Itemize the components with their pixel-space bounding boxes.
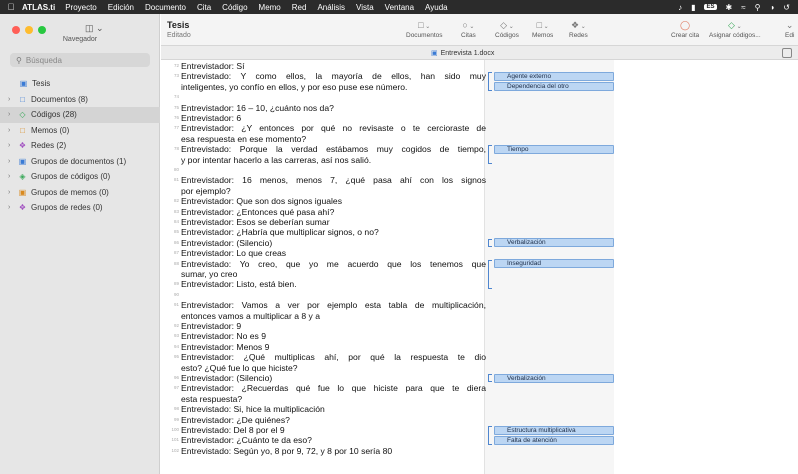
transcript-line[interactable]: [161, 352, 491, 362]
line-text: esa respuesta en ese momento?: [181, 133, 307, 144]
chevron-right-icon[interactable]: ›: [8, 95, 11, 103]
menu-documento[interactable]: Documento: [145, 2, 186, 12]
document-editor[interactable]: [161, 60, 798, 474]
bluetooth-icon[interactable]: ✱: [725, 2, 733, 12]
transcript-line[interactable]: [161, 311, 491, 321]
transcript-line[interactable]: [161, 383, 491, 393]
line-text: Entrevistado: Porque la verdad estábamos muy cogidos de tiempo,: [181, 144, 486, 155]
memo-icon: □: [536, 20, 543, 30]
line-text: esto? ¿Qué fue lo que hiciste?: [181, 362, 298, 373]
line-text: Entrevistador: No es 9: [181, 331, 267, 342]
sidebar-item-codigos[interactable]: [0, 107, 160, 123]
line-number: 89: [173, 281, 179, 287]
sidebar-item-label: Grupos de redes (0): [31, 203, 103, 213]
navigator-label: Navegador: [62, 36, 98, 43]
transcript-line[interactable]: [161, 415, 491, 425]
zoom-window-button[interactable]: [38, 26, 46, 34]
toolbar-label: Códigos: [495, 32, 519, 39]
line-text: Entrevistador: 6: [181, 113, 242, 123]
toolbar-label: Edi: [785, 32, 795, 39]
line-number: 86: [173, 239, 179, 245]
line-text: Entrevistado: Y como ellos, la mayoría de ellos, han sido muy: [181, 71, 486, 82]
transcript-line[interactable]: [161, 144, 491, 154]
line-text: Entrevistador: (Silencio): [181, 237, 273, 248]
menu-bar: [0, 0, 798, 14]
toolbar-label: Asignar códigos...: [709, 32, 761, 39]
menu-cita[interactable]: Cita: [196, 2, 212, 12]
line-number: 96: [173, 375, 179, 380]
transcript-line[interactable]: [161, 71, 491, 81]
transcript-line[interactable]: [161, 103, 491, 113]
memo-icon: □: [20, 125, 25, 135]
code-tag[interactable]: Inseguridad: [494, 259, 614, 268]
menu-red[interactable]: Red: [291, 2, 307, 12]
line-text: Entrevistador: (Silencio): [181, 373, 273, 383]
tab-strip: [161, 46, 798, 60]
sidebar-item-grupos-redes[interactable]: [0, 200, 160, 216]
window-title: Tesis: [167, 20, 190, 30]
menu-memo[interactable]: Memo: [258, 2, 281, 12]
transcript-line[interactable]: [161, 227, 491, 237]
search-icon[interactable]: ⚲: [754, 2, 761, 12]
codigos-button[interactable]: [495, 18, 519, 39]
chevron-down-icon: ⌄: [507, 24, 514, 30]
line-number: 88: [173, 260, 179, 266]
magnifier-icon: ⚲: [16, 55, 22, 65]
line-number: 90: [173, 291, 179, 297]
transcript-line[interactable]: [161, 207, 491, 217]
quote-bracket[interactable]: [488, 374, 492, 382]
minimize-window-button[interactable]: [25, 26, 33, 34]
line-number: 84: [173, 219, 179, 224]
line-number: 94: [173, 343, 179, 349]
quote-bracket[interactable]: [488, 426, 492, 445]
transcript-line[interactable]: [161, 300, 491, 310]
chevron-down-icon: ⌄: [542, 24, 549, 30]
quote-icon: ○: [462, 20, 468, 30]
sidebar-item-memos[interactable]: [0, 123, 160, 139]
chevron-right-icon[interactable]: ›: [8, 157, 11, 165]
network-icon: ❖: [18, 141, 27, 151]
menu-app-name[interactable]: ATLAS.ti: [22, 2, 56, 12]
toolbar-label: Citas: [461, 32, 476, 39]
transcript-line[interactable]: [161, 248, 491, 258]
line-text: inteligentes, yo confío en ellos, y por eso puse ese número.: [181, 81, 408, 92]
line-text: Entrevistador: ¿Qué multiplicas ahí, por qué la respuesta te dio: [181, 352, 486, 363]
chevron-right-icon[interactable]: ›: [8, 188, 11, 196]
line-text: Entrevistado: Si, hice la multiplicación: [181, 404, 325, 415]
code-icon: ◇: [19, 110, 26, 120]
line-number: 83: [173, 208, 179, 214]
time-machine-icon[interactable]: ↺: [783, 2, 790, 12]
line-text: entonces vamos a multiplicar a 8 y a: [181, 310, 320, 321]
line-text: Entrevistador: Sí: [181, 61, 245, 71]
create-quote-button[interactable]: [671, 18, 699, 39]
quote-bracket[interactable]: [488, 260, 492, 289]
line-text: Entrevistador: Vamos a ver por ejemplo esta tabla de multiplicación,: [181, 300, 486, 311]
window-subtitle: Editado: [167, 32, 191, 39]
transcript-line[interactable]: [161, 321, 491, 331]
memo-group-icon: ▣: [18, 187, 27, 197]
project-label: Tesis: [32, 79, 51, 89]
sidebar-item-redes[interactable]: [0, 138, 160, 154]
transcript-line[interactable]: [161, 113, 491, 123]
project-icon: ▣: [19, 79, 28, 89]
line-text: Entrevistador: Lo que creas: [181, 248, 287, 259]
tree-root-project[interactable]: [0, 76, 160, 92]
menu-analisis[interactable]: Análisis: [317, 2, 346, 12]
line-number: 99: [173, 416, 179, 422]
line-number: 82: [173, 198, 179, 204]
edit-icon: ⌄: [785, 20, 794, 30]
transcript-line[interactable]: [161, 196, 491, 206]
network-icon: ❖: [571, 20, 580, 30]
line-text: Entrevistador: ¿Habría que multiplicar signos, o no?: [181, 227, 379, 238]
input-source-badge[interactable]: ES: [706, 4, 715, 10]
menu-vista[interactable]: Vista: [356, 2, 374, 12]
sidebar-item-grupos-memos[interactable]: [0, 185, 160, 201]
line-number: 76: [173, 115, 179, 120]
document-icon: ▣: [431, 50, 438, 57]
network-group-icon: ❖: [18, 203, 27, 213]
line-text: Entrevistado: Según yo, 8 por 9, 72, y 8 por 10 sería 80: [181, 445, 393, 456]
code-tag[interactable]: Verbalización: [494, 238, 614, 247]
memos-button[interactable]: [532, 18, 553, 39]
redes-button[interactable]: [569, 18, 588, 39]
line-text: Entrevistador: 16 menos, menos 7, ¿qué pasa ahí con los signos: [181, 175, 486, 186]
transcript-line[interactable]: [161, 92, 491, 102]
window-controls: [12, 26, 46, 34]
transcript-line[interactable]: [161, 446, 491, 456]
navigator-sidebar: [0, 14, 160, 474]
transcript-line[interactable]: [161, 134, 491, 144]
menu-codigo[interactable]: Código: [222, 2, 248, 12]
transcript-line[interactable]: [161, 425, 491, 435]
transcript-line[interactable]: [161, 363, 491, 373]
chevron-down-icon: ⌄: [423, 24, 431, 30]
line-number: 95: [173, 354, 179, 360]
sidebar-item-label: Grupos de memos (0): [31, 187, 109, 197]
menu-ventana[interactable]: Ventana: [384, 2, 415, 12]
sidebar-item-label: Memos (0): [31, 125, 70, 135]
transcript-line[interactable]: [161, 155, 491, 165]
line-number: 102: [171, 447, 179, 453]
transcript-line[interactable]: [161, 186, 491, 196]
line-text: esta respuesta?: [181, 393, 243, 404]
line-text: Entrevistador: ¿Cuánto te da eso?: [181, 435, 312, 446]
transcript-line[interactable]: [161, 290, 491, 300]
line-number: 80: [173, 167, 179, 172]
line-text: Entrevistador: 16 – 10, ¿cuánto nos da?: [181, 102, 334, 113]
chevron-right-icon[interactable]: ›: [8, 204, 11, 212]
citas-button[interactable]: [461, 18, 476, 39]
line-number: 101: [171, 437, 179, 443]
line-text: Entrevistado: Del 8 por el 9: [181, 425, 285, 435]
chevron-down-icon: ⌄: [579, 24, 586, 30]
transcript-line[interactable]: [161, 123, 491, 133]
line-text: Entrevistador: Esos se deberían sumar: [181, 217, 330, 227]
line-number: 93: [173, 333, 179, 339]
navigator-tree: [0, 76, 160, 216]
toolbar-label: Crear cita: [671, 32, 700, 39]
control-center-icon[interactable]: ◑: [769, 2, 775, 12]
line-text: sumar, yo creo: [181, 269, 238, 279]
menu-ayuda[interactable]: Ayuda: [425, 2, 448, 12]
line-number: 92: [173, 323, 179, 328]
code-tag[interactable]: Estructura multiplicativa: [494, 426, 614, 435]
chevron-down-icon: ⌄: [467, 24, 475, 30]
code-icon: ◇: [500, 20, 508, 30]
menu-edicion[interactable]: Edición: [107, 2, 135, 12]
documentos-button[interactable]: [406, 18, 443, 39]
quote-bracket[interactable]: [488, 239, 492, 247]
toolbar-label: Memos: [532, 32, 554, 39]
tab-entrevista-1[interactable]: [431, 47, 494, 59]
transcript-line[interactable]: [161, 165, 491, 175]
line-text: Entrevistado: Yo creo, que yo me acuerdo que los tenemos que: [181, 258, 486, 269]
line-text: por ejemplo?: [181, 185, 231, 196]
line-number: 97: [173, 385, 179, 391]
code-tag[interactable]: Dependencia del otro: [494, 82, 614, 91]
create-quote-icon: ◯: [680, 20, 691, 30]
line-text: Entrevistador: ¿Recuerdas qué fue lo que hiciste para que te diera: [181, 383, 486, 394]
search-placeholder: Búsqueda: [25, 55, 62, 65]
transcript-line[interactable]: [161, 279, 491, 289]
transcript-line[interactable]: [161, 175, 491, 185]
line-number: 98: [173, 406, 179, 412]
code-tag[interactable]: Agente externo: [494, 72, 614, 81]
chevron-right-icon[interactable]: ›: [8, 142, 11, 150]
line-text: Entrevistador: ¿Y entonces por qué no revisaste o te cercioraste de: [181, 123, 486, 134]
sidebar-item-label: Grupos de códigos (0): [31, 172, 111, 182]
sidebar-item-grupos-documentos[interactable]: [0, 154, 160, 170]
wifi-icon[interactable]: ≈: [741, 2, 746, 12]
quote-bracket[interactable]: [488, 72, 492, 91]
close-window-button[interactable]: [12, 26, 20, 34]
transcript-line[interactable]: [161, 342, 491, 352]
battery-icon[interactable]: ▮: [691, 2, 696, 12]
code-tag[interactable]: Tiempo: [494, 145, 614, 154]
sidebar-item-label: Redes (2): [31, 141, 67, 151]
transcript-line[interactable]: [161, 435, 491, 445]
transcript-line[interactable]: [161, 269, 491, 279]
document-icon: □: [20, 94, 25, 104]
transcript-line[interactable]: [161, 394, 491, 404]
assign-code-icon: ◇: [728, 20, 735, 30]
line-text: Entrevistador: ¿De quiénes?: [181, 414, 290, 425]
transcript-line[interactable]: [161, 259, 491, 269]
line-text: Entrevistador: 9: [181, 321, 242, 331]
document-group-icon: ▣: [18, 156, 27, 166]
line-number: 81: [173, 177, 179, 183]
edit-button[interactable]: [785, 18, 794, 39]
line-number: 85: [173, 229, 179, 235]
transcript-line[interactable]: [161, 331, 491, 341]
code-tag[interactable]: Verbalización: [494, 374, 614, 383]
sidebar-item-label: Documentos (8): [31, 94, 88, 104]
line-number: 100: [171, 427, 179, 432]
transcript-line[interactable]: [161, 61, 491, 71]
code-group-icon: ◈: [19, 172, 26, 182]
menu-proyecto[interactable]: Proyecto: [65, 2, 97, 12]
tab-label: Entrevista 1.docx: [440, 49, 495, 57]
sidebar-item-documentos[interactable]: [0, 92, 160, 108]
toolbar-label: Documentos: [406, 32, 443, 39]
transcript-line[interactable]: [161, 217, 491, 227]
code-tag[interactable]: Falta de atención: [494, 436, 614, 445]
line-number: 91: [173, 302, 179, 308]
sidebar-item-grupos-codigos[interactable]: [0, 169, 160, 185]
sidebar-toggle-icon[interactable]: ◫ ⌄: [85, 23, 104, 33]
line-number: 72: [173, 63, 179, 68]
document-icon: □: [418, 20, 424, 30]
volume-icon[interactable]: ♪: [678, 2, 683, 12]
inspector-toggle-icon[interactable]: [782, 48, 792, 58]
transcript-line[interactable]: [161, 82, 491, 92]
chevron-right-icon[interactable]: ›: [8, 126, 11, 134]
line-number: 87: [173, 250, 179, 256]
toolbar-label: Redes: [569, 32, 588, 39]
search-field[interactable]: [10, 53, 150, 67]
line-number: 78: [173, 146, 179, 152]
line-number: 74: [173, 94, 179, 100]
chevron-down-icon: ⌄: [734, 24, 742, 30]
transcript-line[interactable]: [161, 404, 491, 414]
line-text: y por intentar hacerlo a las carreras, así nos salió.: [181, 154, 372, 165]
line-text: Entrevistador: Listo, está bien.: [181, 279, 297, 290]
line-text: Entrevistador: Menos 9: [181, 341, 270, 352]
quote-bracket[interactable]: [488, 145, 492, 164]
sidebar-item-label: Grupos de documentos (1): [31, 156, 127, 166]
line-number: 77: [173, 125, 179, 131]
line-text: Entrevistador: ¿Entonces qué pasa ahí?: [181, 206, 335, 217]
transcript-line[interactable]: [161, 238, 491, 248]
line-number: 73: [173, 73, 179, 79]
line-number: 75: [173, 104, 179, 110]
assign-codes-button[interactable]: [709, 18, 761, 39]
sidebar-item-label: Códigos (28): [31, 110, 77, 120]
line-text: Entrevistador: Que son dos signos iguales: [181, 196, 342, 207]
transcript-line[interactable]: [161, 373, 491, 383]
chevron-right-icon[interactable]: ›: [8, 173, 11, 181]
toolbar: [161, 14, 798, 46]
chevron-right-icon[interactable]: ›: [8, 111, 11, 119]
apple-icon[interactable]: [0, 2, 22, 12]
